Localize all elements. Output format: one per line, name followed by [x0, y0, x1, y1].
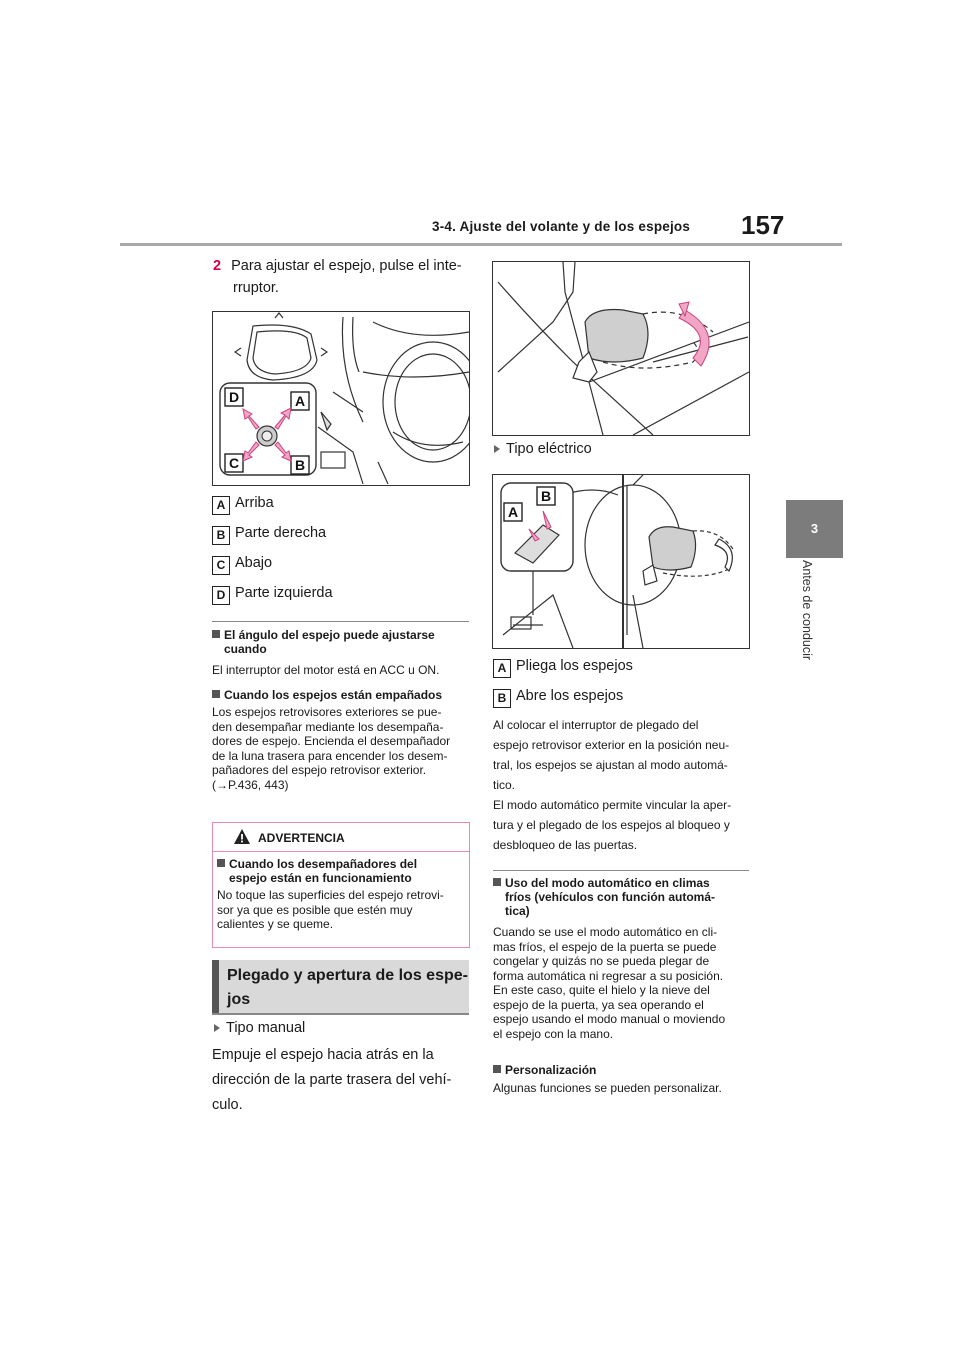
note2-line: dores de espejo. Encienda el desempañador — [212, 734, 451, 748]
electric-type-text: Tipo eléctrico — [506, 441, 592, 457]
note1-body: El interruptor del motor está en ACC u ON. — [212, 663, 440, 677]
note3-line: Cuando se use el modo automático en cli- — [493, 925, 718, 939]
warning-line: sor ya que es posible que estén muy — [217, 902, 413, 917]
manual-type-label — [214, 1015, 305, 1042]
legend-item-parte-izquierda — [212, 584, 333, 605]
note2-line: (→P.436, 443) — [212, 777, 289, 792]
note2-line: den desempañar mediante los desempaña- — [212, 719, 444, 734]
legend-text: Abajo — [235, 555, 273, 571]
legend-text: Parte derecha — [235, 525, 327, 541]
manual-fold-figure — [492, 261, 750, 436]
legend-text: Parte izquierda — [235, 585, 333, 601]
mirror-switch-illustration — [213, 312, 469, 485]
note3-line: En este caso, quite el hielo y la nieve del — [493, 983, 710, 997]
note3-title-line: fríos (vehículos con función automá- — [505, 890, 716, 904]
warning-line: No toque las superficies del espejo retrovi- — [217, 888, 444, 902]
page-number: 157 — [741, 210, 785, 240]
legend-text: Arriba — [235, 495, 274, 511]
legend-item-pliega — [493, 657, 633, 678]
legend-key: D — [212, 586, 230, 605]
para1-line: tral, los espejos se ajustan al modo automá- — [493, 758, 728, 772]
note1-title-line1: El ángulo del espejo puede ajustarse — [224, 628, 435, 642]
legend-text: Abre los espejos — [516, 688, 624, 704]
note3-title — [493, 876, 715, 918]
note4-title-text: Personalización — [505, 1063, 597, 1077]
legend-item-abajo — [212, 554, 272, 575]
electric-fold-figure — [492, 474, 750, 649]
warning-subtitle-line1: Cuando los desempañadores del — [229, 857, 418, 871]
manual-text — [212, 1043, 451, 1118]
note2-title — [212, 688, 442, 702]
note3-body — [493, 925, 725, 1041]
note2-body — [212, 705, 470, 792]
running-header-title: 3-4. Ajuste del volante y de los espejos — [432, 219, 691, 234]
warning-body — [213, 885, 469, 932]
fig3-label-b: B — [540, 488, 552, 504]
mirror-switch-figure — [212, 311, 470, 486]
header-rule — [120, 243, 842, 246]
note3-line: congelar y quizás no se pueda plegar de — [493, 954, 710, 968]
note3-title-line: tica) — [505, 904, 530, 918]
legend-key: B — [212, 526, 230, 545]
fig1-label-c: C — [228, 455, 240, 471]
para1-line: tico. — [493, 778, 516, 792]
manual-line: Empuje el espejo hacia atrás en la — [212, 1047, 434, 1063]
legend-key: C — [212, 556, 230, 575]
fig3-label-a: A — [507, 504, 519, 520]
auto-mode-para1 — [493, 715, 731, 855]
electric-fold-illustration — [493, 475, 749, 648]
section-title-line1: Plegado y apertura de los espe- — [227, 967, 468, 984]
note3-line: espejo de la puerta, ya sea operando el — [493, 997, 704, 1012]
legend-item-arriba — [212, 494, 274, 515]
section-title-line2: jos — [227, 991, 251, 1008]
legend-key: B — [493, 689, 511, 708]
triangle-bullet-icon — [214, 1024, 220, 1032]
step-text-line2: rruptor. — [233, 280, 279, 296]
section-title — [212, 960, 469, 1014]
bullet-square-icon — [217, 859, 225, 867]
chapter-label — [764, 560, 864, 660]
warning-title: ADVERTENCIA — [258, 831, 345, 845]
manual-type-text: Tipo manual — [226, 1020, 306, 1036]
electric-type-label — [494, 436, 592, 463]
note4-title — [493, 1063, 596, 1077]
bullet-square-icon — [212, 630, 220, 638]
para1-line: espejo retrovisor exterior en la posición neu- — [493, 738, 730, 752]
note3-line: mas fríos, el espejo de la puerta se puede — [493, 939, 717, 954]
manual-line: dirección de la parte trasera del vehí- — [212, 1072, 452, 1088]
para2-line: desbloqueo de las puertas. — [493, 838, 638, 852]
note1-title-line2: cuando — [224, 642, 267, 656]
note4-body: Algunas funciones se pueden personalizar. — [493, 1081, 722, 1095]
note3-title-line: Uso del modo automático en climas — [505, 876, 710, 890]
para2-line: El modo automático permite vincular la aper- — [493, 798, 732, 812]
note3-line: el espejo con la mano. — [493, 1026, 614, 1041]
note1-title — [212, 628, 472, 656]
manual-fold-illustration — [493, 262, 749, 435]
warning-header — [213, 823, 469, 852]
warning-box — [212, 822, 470, 948]
legend-key: A — [493, 659, 511, 678]
triangle-bullet-icon — [494, 445, 500, 453]
warning-triangle-icon — [233, 828, 251, 845]
legend-item-parte-derecha — [212, 524, 326, 545]
step-number: 2 — [213, 258, 222, 274]
divider — [212, 621, 469, 622]
step-text-line1: Para ajustar el espejo, pulse el inte- — [231, 258, 462, 274]
warning-subtitle — [213, 852, 469, 885]
legend-item-abre — [493, 687, 623, 708]
note2-line: pañadores del espejo retrovisor exterior. — [212, 763, 427, 777]
para1-line: Al colocar el interruptor de plegado del — [493, 718, 699, 732]
legend-key: A — [212, 496, 230, 515]
bullet-square-icon — [493, 1065, 501, 1073]
note2-line: Los espejos retrovisores exteriores se pue- — [212, 705, 442, 719]
note2-title-text: Cuando los espejos están empañados — [224, 688, 443, 702]
bullet-square-icon — [493, 878, 501, 886]
note3-line: forma automática ni regresar a su posición. — [493, 968, 724, 983]
manual-line: culo. — [212, 1097, 243, 1113]
warning-line: calientes y se queme. — [217, 917, 334, 931]
divider — [493, 870, 749, 871]
bullet-square-icon — [212, 690, 220, 698]
chapter-tab: 3 — [786, 500, 843, 558]
fig1-label-b: B — [294, 457, 306, 473]
legend-text: Pliega los espejos — [516, 658, 633, 674]
note3-line: espejo usando el modo manual o moviendo — [493, 1012, 726, 1026]
warning-subtitle-line2: espejo están en funcionamiento — [229, 871, 412, 885]
note2-line: de la luna trasera para encender los desem- — [212, 748, 448, 763]
chapter-label-text: Antes de conducir — [800, 560, 814, 661]
para2-line: tura y el plegado de los espejos al bloqueo y — [493, 818, 730, 832]
fig1-label-d: D — [228, 389, 240, 405]
fig1-label-a: A — [294, 393, 306, 409]
